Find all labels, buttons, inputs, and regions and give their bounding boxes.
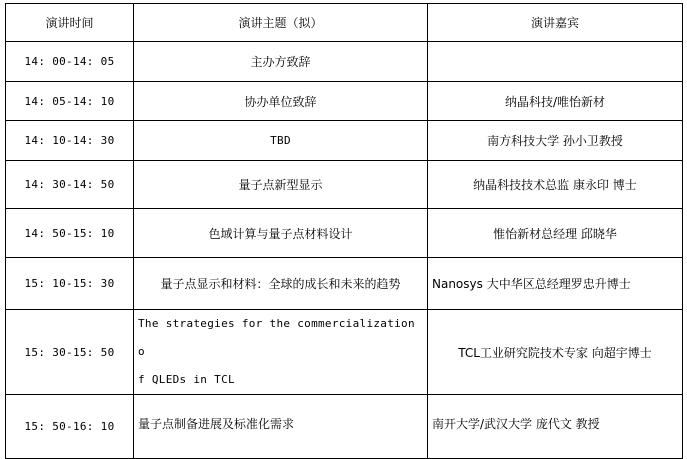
topic-cell: 协办单位致辞 — [134, 82, 428, 121]
speaker-cell: TCL工业研究院技术专家 向超宇博士 — [428, 310, 683, 395]
speaker-cell: 南方科技大学 孙小卫教授 — [428, 121, 683, 161]
speaker-cell — [428, 42, 683, 82]
topic-cell: 量子点制备进展及标准化需求 — [134, 395, 428, 459]
header-speaker: 演讲嘉宾 — [428, 4, 683, 42]
table-row — [6, 395, 683, 459]
table-row — [6, 82, 683, 121]
speaker-cell: Nanosys 大中华区总经理罗忠升博士 — [428, 258, 683, 310]
topic-cell: TBD — [134, 121, 428, 161]
header-row — [6, 4, 683, 42]
topic-cell: 色域计算与量子点材料设计 — [134, 209, 428, 258]
time-cell: 14: 05-14: 10 — [6, 82, 134, 121]
time-cell: 14: 50-15: 10 — [6, 209, 134, 258]
topic-line-2: f QLEDs in TCL — [138, 373, 235, 386]
speaker-cell: 惟怡新材总经理 邱晓华 — [428, 209, 683, 258]
table-row — [6, 161, 683, 209]
schedule-table — [5, 3, 683, 459]
time-cell: 15: 10-15: 30 — [6, 258, 134, 310]
header-time: 演讲时间 — [6, 4, 134, 42]
speaker-cell: 纳晶科技技术总监 康永印 博士 — [428, 161, 683, 209]
table-row — [6, 209, 683, 258]
time-cell: 14: 00-14: 05 — [6, 42, 134, 82]
topic-line-1: The strategies for the commercialization o — [138, 317, 415, 358]
time-cell: 15: 30-15: 50 — [6, 310, 134, 395]
speaker-cell: 纳晶科技/唯怡新材 — [428, 82, 683, 121]
time-cell: 15: 50-16: 10 — [6, 395, 134, 459]
table-row — [6, 310, 683, 395]
header-topic: 演讲主题（拟） — [134, 4, 428, 42]
topic-cell — [134, 310, 428, 395]
topic-cell: 量子点显示和材料：全球的成长和未来的趋势 — [134, 258, 428, 310]
speaker-cell: 南开大学/武汉大学 庞代文 教授 — [428, 395, 683, 459]
table-row — [6, 258, 683, 310]
time-cell: 14: 30-14: 50 — [6, 161, 134, 209]
topic-cell: 量子点新型显示 — [134, 161, 428, 209]
table-row — [6, 42, 683, 82]
topic-cell: 主办方致辞 — [134, 42, 428, 82]
time-cell: 14: 10-14: 30 — [6, 121, 134, 161]
table-row — [6, 121, 683, 161]
